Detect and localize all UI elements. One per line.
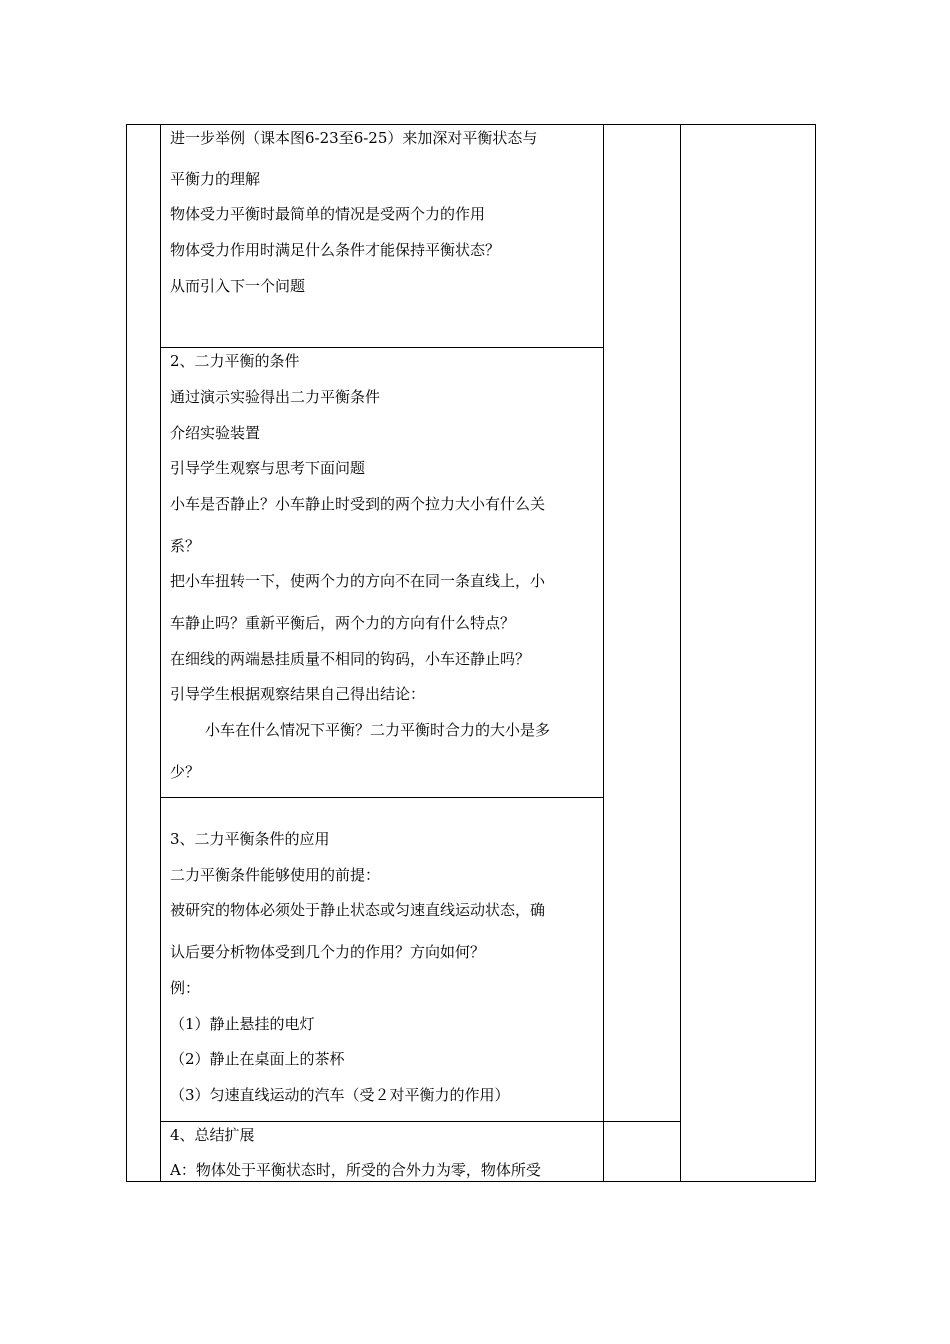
- row-divider-2: [160, 797, 604, 798]
- text-line: 系？: [170, 537, 201, 555]
- column-divider-2: [603, 124, 604, 1182]
- text-line: 平衡力的理解: [170, 170, 261, 188]
- section-heading: 4、总结扩展: [170, 1126, 255, 1144]
- text-line: 引导学生根据观察结果自己得出结论：: [170, 685, 426, 703]
- text-line: 二力平衡条件能够使用的前提：: [170, 866, 381, 884]
- text-line: 介绍实验装置: [170, 424, 261, 442]
- text-line: 从而引入下一个问题: [170, 277, 306, 295]
- section-heading: 2、二力平衡的条件: [170, 352, 300, 370]
- example-item: （2）静止在桌面上的茶杯: [170, 1050, 345, 1068]
- text-line: 小车是否静止？小车静止时受到的两个拉力大小有什么关: [170, 495, 546, 513]
- text-line: 认后要分析物体受到几个力的作用？方向如何？: [170, 943, 486, 961]
- example-item: （3）匀速直线运动的汽车（受２对平衡力的作用）: [170, 1086, 510, 1104]
- column-divider-3: [680, 124, 681, 1182]
- row-divider-3: [160, 1121, 681, 1122]
- text-line: 被研究的物体必须处于静止状态或匀速直线运动状态，确: [170, 901, 546, 919]
- text-line: 通过演示实验得出二力平衡条件: [170, 388, 381, 406]
- section-heading: 3、二力平衡条件的应用: [170, 830, 330, 848]
- row-divider-1: [160, 347, 604, 348]
- text-line: 进一步举例（课本图6-23至6-25）来加深对平衡状态与: [170, 129, 538, 147]
- table-border-left: [126, 124, 127, 1182]
- text-line: 引导学生观察与思考下面问题: [170, 459, 366, 477]
- text-line: 例：: [170, 979, 201, 997]
- table-border-bottom: [126, 1181, 816, 1182]
- text-line: 在细线的两端悬挂质量不相同的钩码，小车还静止吗？: [170, 650, 531, 668]
- table-border-top: [126, 124, 816, 125]
- column-divider-1: [160, 124, 161, 1182]
- text-line: 少？: [170, 763, 201, 781]
- table-border-right: [815, 124, 816, 1182]
- text-line: 车静止吗？重新平衡后，两个力的方向有什么特点？: [170, 614, 516, 632]
- text-line: 把小车扭转一下，使两个力的方向不在同一条直线上，小: [170, 572, 546, 590]
- text-line: A：物体处于平衡状态时，所受的合外力为零，物体所受: [170, 1161, 541, 1179]
- text-line: 小车在什么情况下平衡？二力平衡时合力的大小是多: [205, 721, 551, 739]
- text-line: 物体受力平衡时最简单的情况是受两个力的作用: [170, 205, 486, 223]
- text-line: 物体受力作用时满足什么条件才能保持平衡状态？: [170, 241, 501, 259]
- example-item: （1）静止悬挂的电灯: [170, 1015, 315, 1033]
